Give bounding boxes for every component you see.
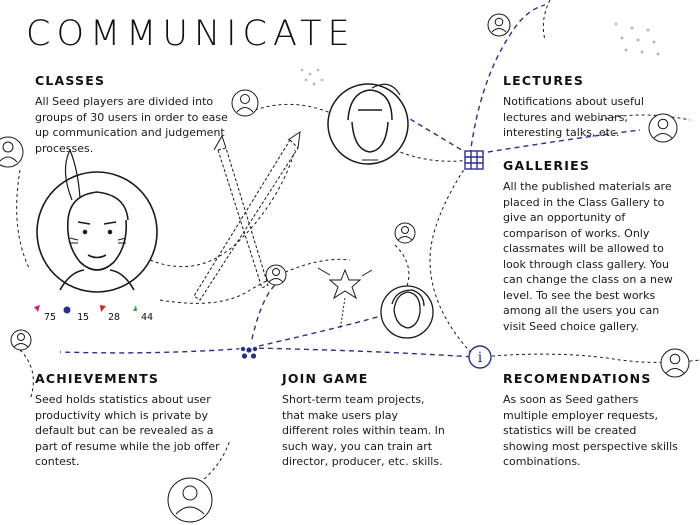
dots-decoration-top-right bbox=[615, 23, 660, 56]
achievements-section bbox=[35, 371, 220, 470]
lectures-heading: LECTURES bbox=[503, 73, 585, 88]
avatar-portrait bbox=[381, 286, 433, 338]
achievements-heading: ACHIEVEMENTS bbox=[35, 371, 160, 386]
classes-section bbox=[35, 73, 235, 156]
page-title: COMMUNICATE bbox=[26, 14, 356, 54]
join-game-section bbox=[282, 371, 447, 470]
join-game-text: Short-term team projects, that make users play different roles within team. In such way, you can train art director, producer, etc. skills. bbox=[282, 393, 445, 468]
galleries-text: All the published materials are placed in the Class Gallery to give an opportunity of comparison of works. Only classmates will be allowed to look through class gallery. You can change the class on a new level. To see the best works among all the users you can visit Seed choice gallery. bbox=[503, 180, 673, 333]
avatar-portrait bbox=[328, 84, 408, 164]
recomendations-text: As soon as Seed gathers multiple employer requests, statistics will be created showing most perspective skills combinations. bbox=[503, 393, 678, 468]
stat-value: 15 bbox=[77, 312, 90, 323]
lectures-section bbox=[503, 73, 678, 141]
galleries-heading: GALLERIES bbox=[503, 158, 591, 173]
recomendations-heading: RECOMENDATIONS bbox=[503, 371, 652, 386]
people-cluster-icon bbox=[240, 345, 259, 364]
grid-icon bbox=[465, 151, 483, 169]
join-game-heading: JOIN GAME bbox=[282, 371, 369, 386]
achievements-text: Seed holds statistics about user productivity which is private by default but can be revealed as a part of resume while the job offer contest. bbox=[35, 393, 220, 468]
stat-value: 28 bbox=[108, 312, 121, 323]
classes-text: All Seed players are divided into groups of 30 users in order to ease up communication and judgement processes. bbox=[35, 95, 228, 155]
dots-decoration-middle bbox=[301, 69, 324, 86]
classes-heading: CLASSES bbox=[35, 73, 106, 88]
star-icon bbox=[318, 268, 372, 330]
avatar-portrait bbox=[37, 150, 157, 292]
svg-text:i: i bbox=[477, 350, 483, 366]
recomendations-section bbox=[503, 371, 678, 470]
stat-value: 44 bbox=[141, 312, 154, 323]
info-icon bbox=[469, 346, 491, 368]
lectures-text: Notifications about useful lectures and webinars, interesting talks, etc. bbox=[503, 95, 644, 139]
stat-value: 75 bbox=[44, 312, 57, 323]
galleries-section bbox=[503, 158, 678, 334]
